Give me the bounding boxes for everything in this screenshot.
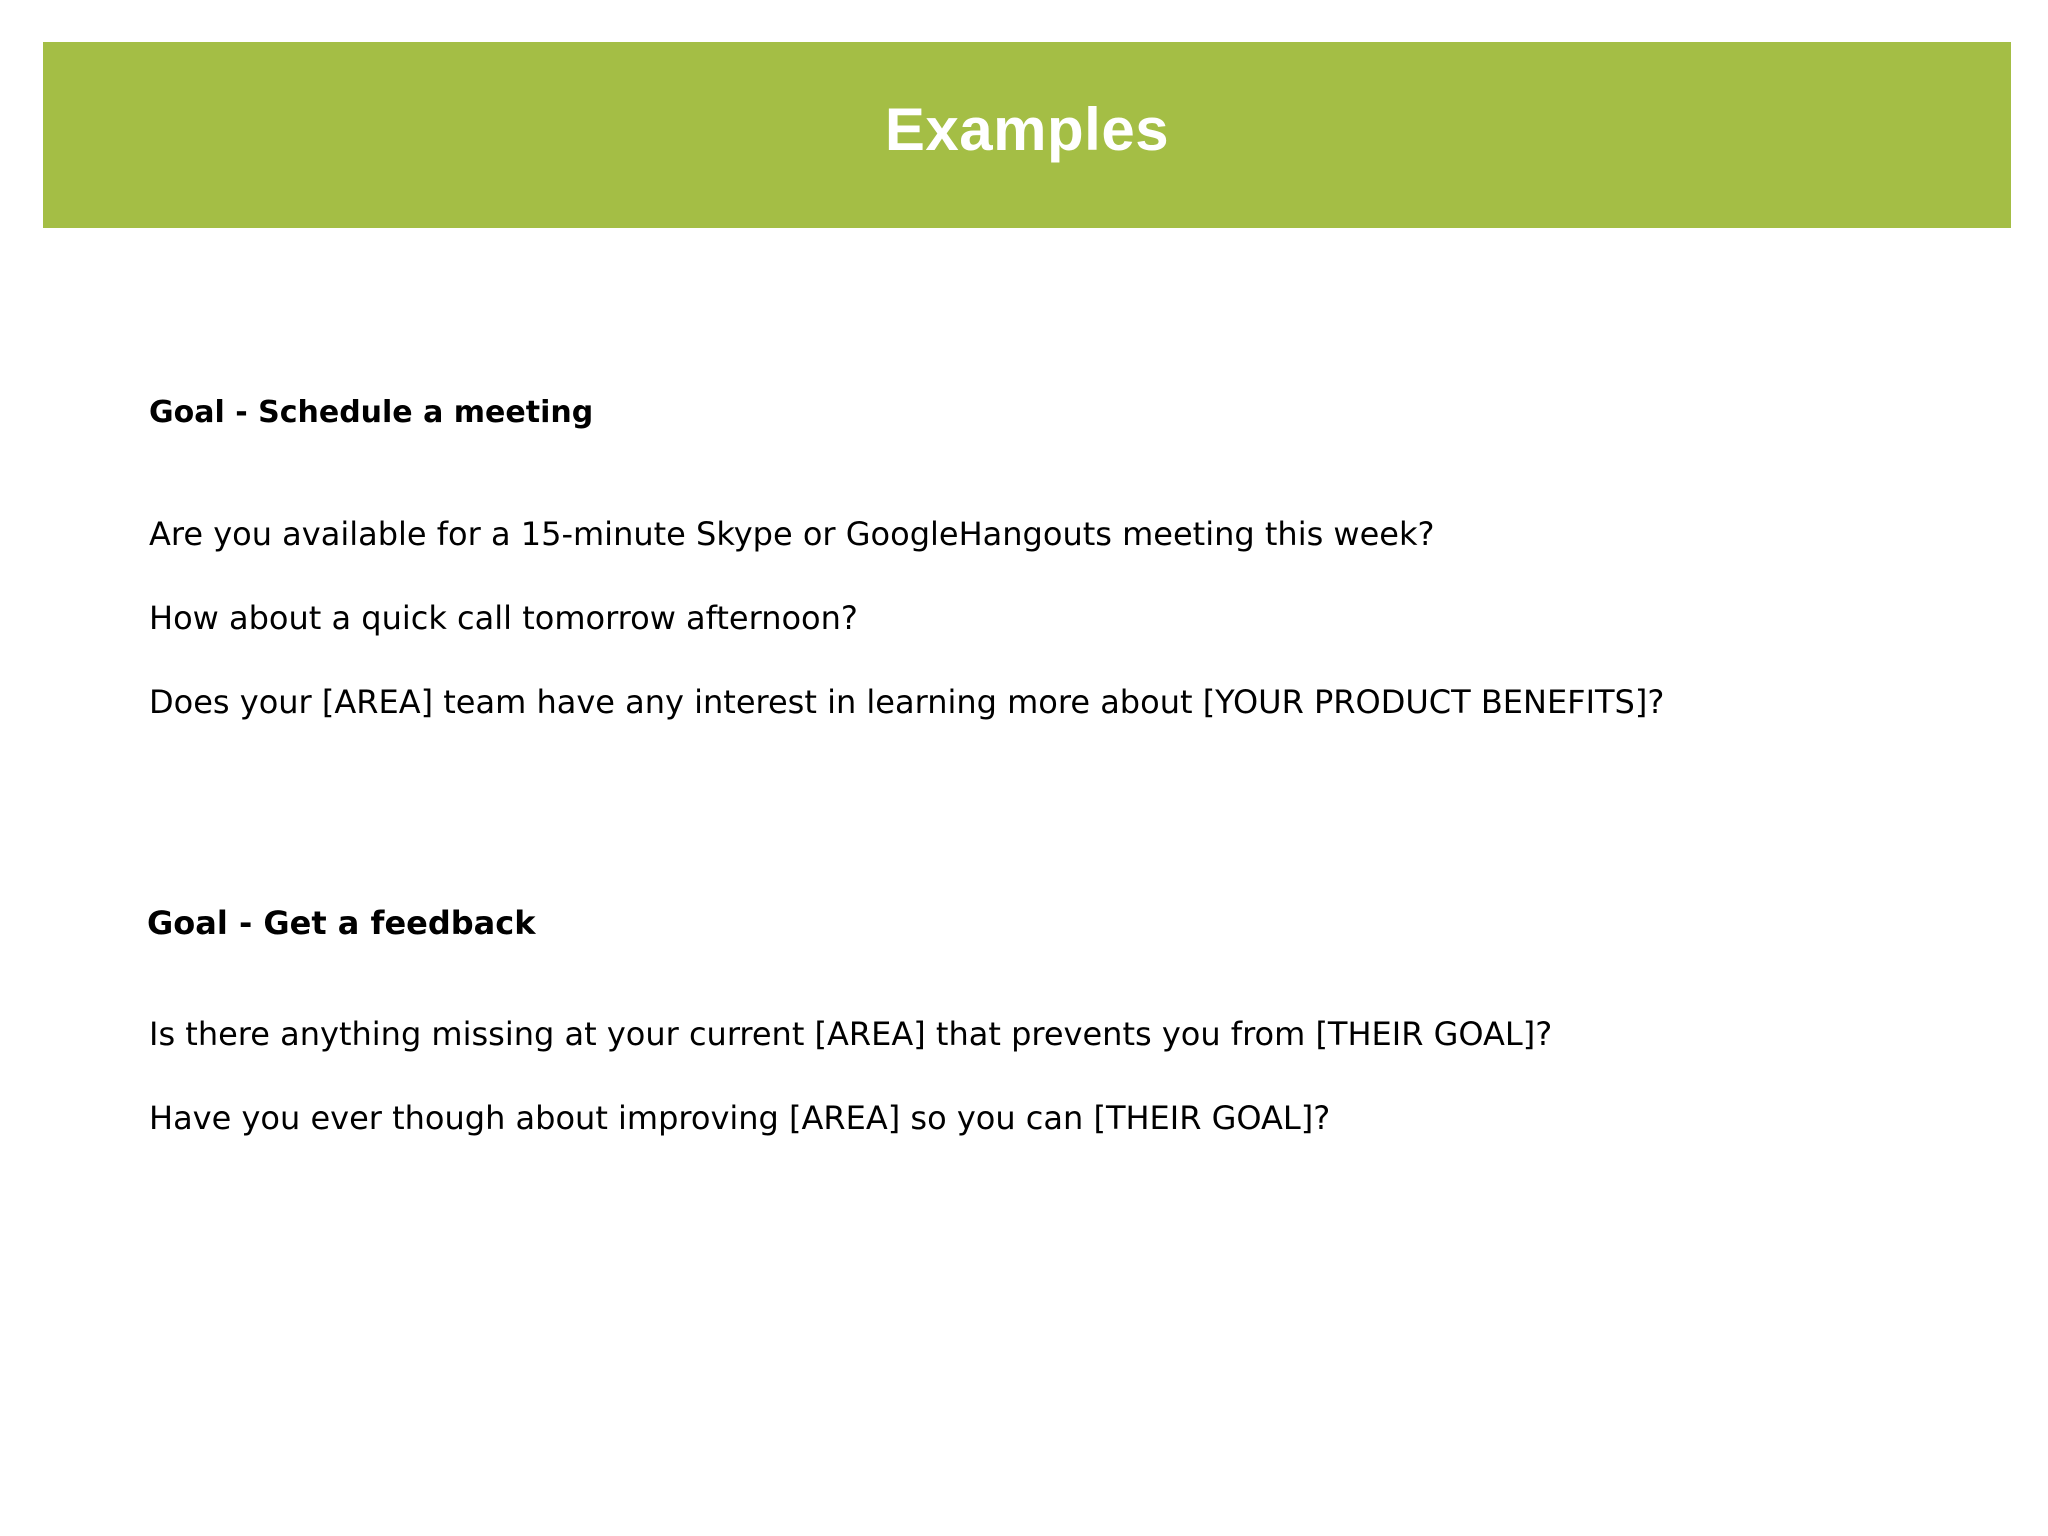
list-item: Is there anything missing at your current [AREA] that prevents you from [THEIR GOAL]? bbox=[149, 1015, 1553, 1053]
section-heading: Goal - Schedule a meeting bbox=[149, 395, 594, 430]
section-heading: Goal - Get a feedback bbox=[147, 904, 536, 942]
list-item: Does your [AREA] team have any interest in learning more about [YOUR PRODUCT BENEFITS]? bbox=[149, 683, 1665, 721]
list-item: How about a quick call tomorrow afternoon? bbox=[149, 599, 858, 637]
list-item: Have you ever though about improving [AREA] so you can [THEIR GOAL]? bbox=[149, 1099, 1331, 1137]
title-banner bbox=[43, 42, 2011, 228]
list-item: Are you available for a 15-minute Skype or GoogleHangouts meeting this week? bbox=[149, 515, 1435, 553]
page-title: Examples bbox=[884, 96, 1170, 163]
